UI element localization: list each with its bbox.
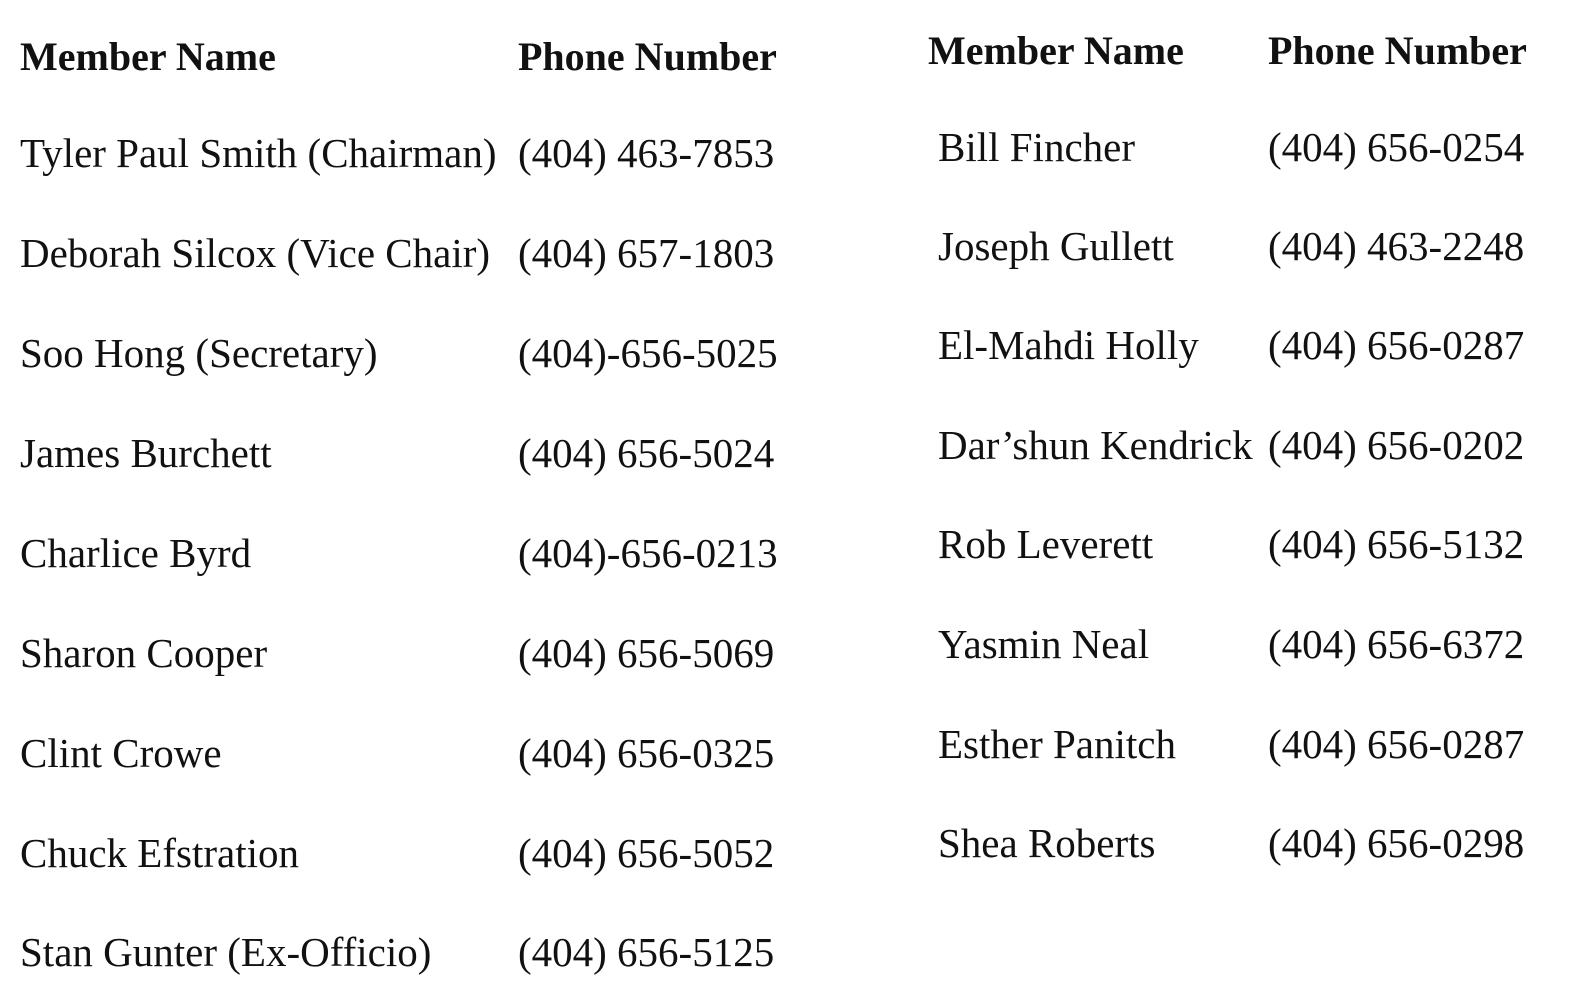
member-name: Shea Roberts	[938, 820, 1156, 866]
member-phone: (404) 656-5132	[1268, 521, 1525, 567]
member-name: Rob Leverett	[938, 521, 1154, 567]
column-header-member-name: Member Name	[20, 34, 276, 79]
member-phone: (404) 463-2248	[1268, 223, 1525, 269]
member-phone: (404) 656-5052	[518, 830, 775, 876]
member-name: Dar’shun Kendrick	[938, 422, 1253, 468]
member-phone: (404) 463-7853	[518, 130, 775, 176]
member-name: Soo Hong (Secretary)	[20, 330, 378, 376]
member-name: Yasmin Neal	[938, 621, 1150, 667]
member-name: Deborah Silcox (Vice Chair)	[20, 230, 491, 276]
member-phone: (404) 656-6372	[1268, 621, 1525, 667]
member-phone: (404) 656-5024	[518, 430, 775, 476]
column-header-phone-number: Phone Number	[518, 34, 777, 79]
member-name: Chuck Efstration	[20, 830, 299, 876]
member-phone: (404) 656-0202	[1268, 422, 1525, 468]
member-name: Clint Crowe	[20, 730, 222, 776]
member-phone: (404) 656-0287	[1268, 721, 1525, 767]
column-header-member-name: Member Name	[928, 28, 1184, 73]
member-name: James Burchett	[20, 430, 272, 476]
member-name: Bill Fincher	[938, 124, 1136, 170]
member-name: Tyler Paul Smith (Chairman)	[20, 130, 497, 176]
member-phone: (404) 656-0325	[518, 730, 775, 776]
member-phone: (404)-656-5025	[518, 330, 778, 376]
member-phone: (404) 656-5125	[518, 929, 775, 975]
member-name: Sharon Cooper	[20, 630, 268, 676]
column-header-phone-number: Phone Number	[1268, 28, 1527, 73]
member-name: Charlice Byrd	[20, 530, 252, 576]
member-phone: (404) 657-1803	[518, 230, 775, 276]
member-name: Joseph Gullett	[938, 223, 1174, 269]
member-phone: (404)-656-0213	[518, 530, 778, 576]
member-name: El-Mahdi Holly	[938, 322, 1199, 368]
member-phone: (404) 656-0254	[1268, 124, 1525, 170]
member-name: Stan Gunter (Ex-Officio)	[20, 929, 432, 975]
member-phone: (404) 656-0287	[1268, 322, 1525, 368]
member-phone: (404) 656-5069	[518, 630, 775, 676]
member-phone: (404) 656-0298	[1268, 820, 1525, 866]
member-name: Esther Panitch	[938, 721, 1176, 767]
